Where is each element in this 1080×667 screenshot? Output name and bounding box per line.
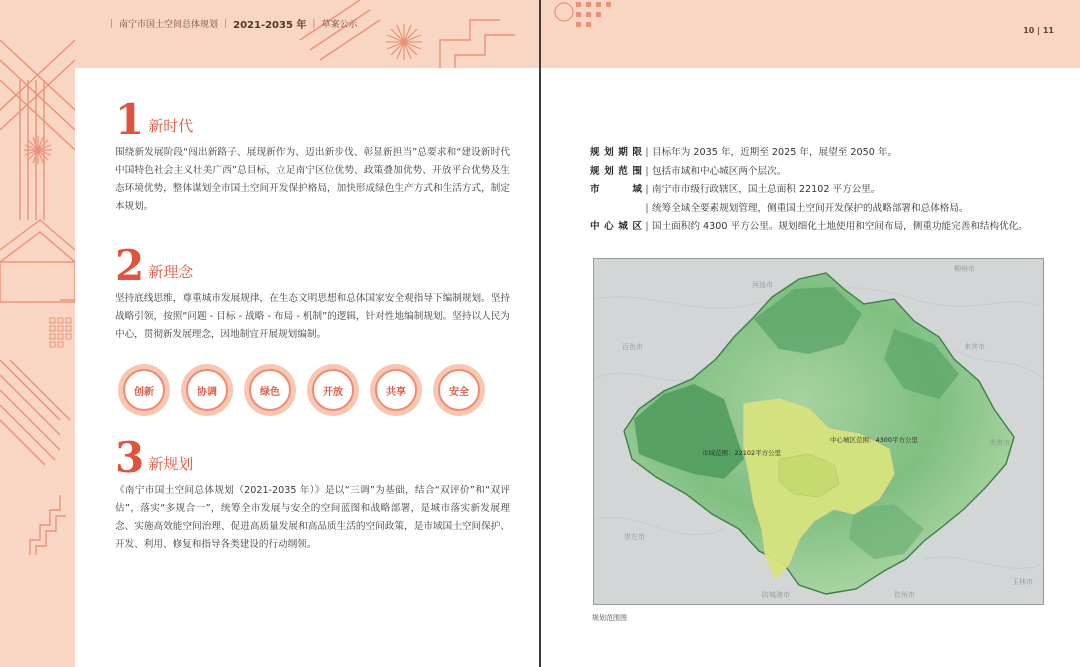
definition-text: 包括市域和中心城区两个层次。 [652, 165, 787, 177]
section-title: 新时代 [148, 117, 194, 135]
concept-sharing [370, 364, 422, 416]
page-header: | 南宁市国土空间总体规划 | 2021-2035 年 | 草案公示 [110, 16, 357, 31]
map-neighbor-north: 河池市 [752, 281, 773, 289]
map-neighbor-south2: 钦州市 [894, 591, 915, 599]
map-neighbor-southeast: 玉林市 [1012, 578, 1033, 586]
concept-coordination [181, 364, 233, 416]
map-neighbor-south: 防城港市 [762, 591, 790, 599]
section-paragraph: 坚持底线思维，尊重城市发展规律，在生态文明思想和总体国家安全观指导下编制规划。坚持战略引领，按照“问题 - 目标 - 战略 - 布局 - 机制”的逻辑，针对性地编制规划。坚持以人民为中心，贯彻新发展理念，因地制宜开展规划编制。 [115, 293, 510, 340]
concept-security [433, 364, 485, 416]
definition-term: 中心城区 [590, 221, 642, 232]
definition-term: 规划期限 [590, 147, 642, 158]
right-top-band [540, 0, 1080, 68]
decorative-pattern-right [540, 0, 1080, 68]
concept-green [244, 364, 296, 416]
section-number: 1 [115, 95, 145, 144]
map-neighbor-southwest: 崇左市 [624, 533, 645, 541]
map-label-city: 市域范围：22102平方公里 [702, 449, 782, 457]
section-heading [115, 433, 510, 482]
concept-label: 安全 [438, 369, 480, 411]
header-title: 南宁市国土空间总体规划 [119, 20, 219, 30]
definition-text: 南宁市市级行政辖区，国土总面积 22102 平方公里。 [652, 184, 881, 195]
map-neighbor-west: 百色市 [622, 343, 643, 351]
definition-row: 中心城区 | 国土面积约 4300 平方公里。规划细化土地使用和空间布局，侧重功能完善和结构优化。 [590, 218, 1050, 237]
definition-row: 规划范围 | 包括市域和中心城区两个层次。 [590, 163, 1050, 182]
section-new-plan [115, 433, 510, 554]
section-number: 3 [115, 433, 145, 482]
concept-circles [118, 364, 485, 416]
map-label-center: 中心城区范围：4300平方公里 [830, 436, 919, 444]
section-number: 2 [115, 241, 145, 290]
concept-openness [307, 364, 359, 416]
section-heading [115, 241, 510, 290]
section-new-concept [115, 241, 510, 344]
definition-row: 规划期限 | 目标年为 2035 年，近期至 2025 年，展望至 2050 年。 [590, 144, 1050, 163]
section-title: 新理念 [148, 263, 194, 281]
definition-term: 市域 [590, 184, 642, 195]
concept-label: 共享 [375, 369, 417, 411]
planning-definitions [590, 144, 1050, 237]
section-new-era [115, 95, 510, 216]
section-heading [115, 95, 510, 144]
header-status: 草案公示 [321, 20, 358, 30]
concept-innovation [118, 364, 170, 416]
section-paragraph: 《南宁市国土空间总体规划（2021-2035 年）》是以“三调”为基础，结合“双评价”和“双评估”，落实“多规合一”，统筹全市发展与安全的空间蓝图和战略部署，是城市落实新发展理念、实施高效能空间治理、促进高质量发展和高品质生活的空间政策，是市域国土空间保护、开发、利用、修复和指导各类建设的行动纲领。 [115, 485, 510, 550]
concept-label: 开放 [312, 369, 354, 411]
definition-row: | 统筹全域全要素规划管理，侧重国土空间开发保护的战略部署和总体格局。 [590, 200, 1050, 219]
book-spine [539, 0, 541, 667]
concept-label: 协调 [186, 369, 228, 411]
page-numbers: 10 | 11 [1023, 26, 1054, 35]
map-caption: 规划范围图 [592, 614, 627, 622]
definition-term: 规划范围 [590, 165, 642, 177]
header-period: 2021-2035 年 [233, 20, 307, 31]
definition-term [590, 200, 642, 219]
section-paragraph: 围绕新发展阶段“闯出新路子、展现新作为、迈出新步伐、彰显新担当”总要求和“建设新时代中国特色社会主义壮美广西”总目标，立足南宁区位优势、政策叠加优势、开放平台优势及生态环境优势，整体谋划全市国土空间开发保护格局，加快形成绿色生产方式和生活方式，制定本规划。 [115, 147, 510, 212]
definition-text: 国土面积约 4300 平方公里。规划细化土地使用和空间布局，侧重功能完善和结构优化。 [652, 221, 1028, 232]
definition-row: 市域 | 南宁市市级行政辖区，国土总面积 22102 平方公里。 [590, 181, 1050, 200]
definition-text: 目标年为 2035 年，近期至 2025 年，展望至 2050 年。 [652, 147, 898, 158]
map-neighbor-east: 来宾市 [964, 343, 985, 351]
concept-label: 绿色 [249, 369, 291, 411]
section-title: 新规划 [148, 455, 194, 473]
map-neighbor-east2: 贵港市 [989, 439, 1010, 447]
map-neighbor-northeast: 柳州市 [954, 265, 975, 273]
definition-text: 统筹全域全要素规划管理，侧重国土空间开发保护的战略部署和总体格局。 [652, 202, 969, 214]
map-graphic [594, 259, 1044, 605]
planning-range-map [593, 258, 1044, 605]
concept-label: 创新 [123, 369, 165, 411]
